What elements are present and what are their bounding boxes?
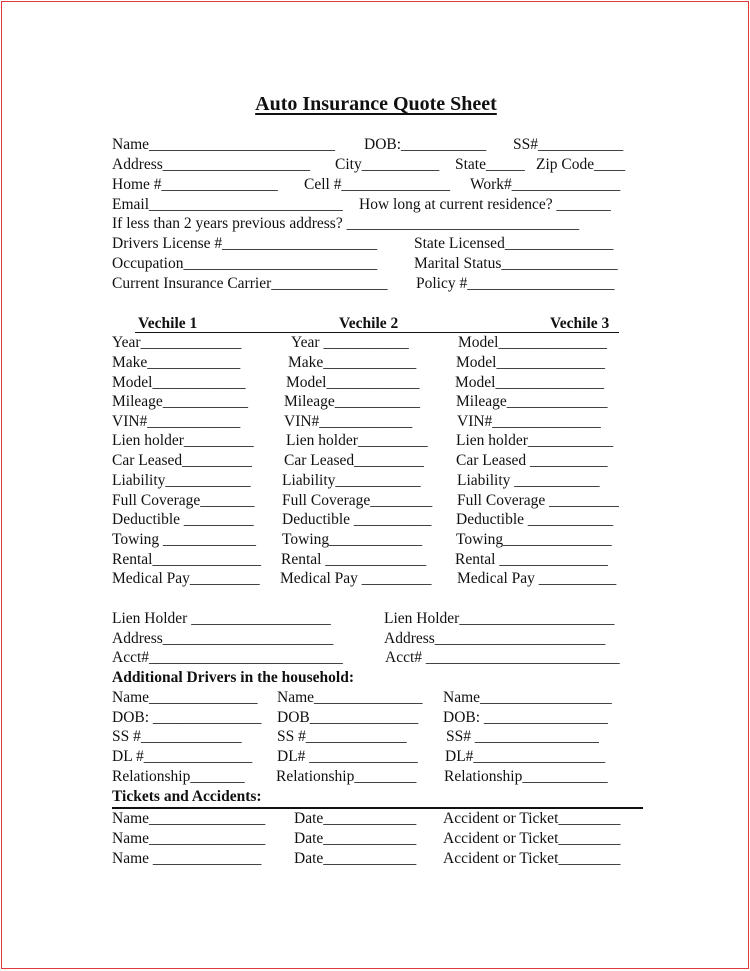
- vehicle-1-medical-pay[interactable]: Medical Pay_________: [112, 570, 260, 587]
- home-phone-field[interactable]: Home #_______________: [112, 176, 278, 193]
- vehicle-2-medical-pay[interactable]: Medical Pay _________: [280, 570, 432, 587]
- lien-address-left[interactable]: Address______________________: [112, 630, 334, 647]
- driver-2-relationship[interactable]: Relationship________: [276, 768, 417, 785]
- form-title: Auto Insurance Quote Sheet: [255, 93, 497, 115]
- address-field[interactable]: Address___________________: [112, 156, 311, 173]
- vehicle-2-rental[interactable]: Rental _____________: [281, 551, 427, 568]
- vehicle-1-towing[interactable]: Towing ____________: [112, 531, 257, 548]
- state-licensed-field[interactable]: State Licensed______________: [414, 235, 614, 252]
- tickets-divider: [112, 807, 643, 809]
- lien-holder-left[interactable]: Lien Holder __________________: [112, 610, 331, 627]
- ticket-3-type[interactable]: Accident or Ticket________: [443, 850, 621, 867]
- vehicle-2-liability[interactable]: Liability___________: [282, 472, 421, 489]
- vehicle-3-medical-pay[interactable]: Medical Pay __________: [457, 570, 617, 587]
- vehicle-1-vin[interactable]: VIN#____________: [112, 413, 241, 430]
- vehicle-3-towing[interactable]: Towing______________: [456, 531, 612, 548]
- residence-duration-field[interactable]: How long at current residence? _______: [359, 196, 611, 213]
- lien-holder-right[interactable]: Lien Holder____________________: [384, 610, 615, 627]
- email-field[interactable]: Email_________________________: [112, 196, 343, 213]
- ticket-3-date[interactable]: Date____________: [294, 850, 417, 867]
- state-field[interactable]: State_____: [455, 156, 525, 173]
- driver-1-relationship[interactable]: Relationship_______: [112, 768, 245, 785]
- vehicle-1-model[interactable]: Model____________: [112, 374, 246, 391]
- vehicle-3-deductible[interactable]: Deductible ___________: [456, 511, 614, 528]
- vehicle-2-lien-holder[interactable]: Lien holder_________: [286, 432, 428, 449]
- ticket-1-date[interactable]: Date____________: [294, 810, 417, 827]
- vehicle-2-vin[interactable]: VIN#____________: [284, 413, 413, 430]
- driver-1-dl[interactable]: DL #______________: [112, 748, 253, 765]
- vehicle-2-towing[interactable]: Towing____________: [282, 531, 423, 548]
- ticket-2-date[interactable]: Date____________: [294, 830, 417, 847]
- vehicle-3-full-coverage[interactable]: Full Coverage _________: [457, 492, 619, 509]
- driver-3-ssn[interactable]: SS# ________________: [446, 728, 599, 745]
- driver-1-ssn[interactable]: SS #_____________: [112, 728, 242, 745]
- zip-field[interactable]: Zip Code____: [536, 156, 626, 173]
- cell-phone-field[interactable]: Cell #______________: [304, 176, 450, 193]
- vehicle-1-full-coverage[interactable]: Full Coverage_______: [112, 492, 255, 509]
- dob-field[interactable]: DOB:___________: [364, 136, 487, 153]
- tickets-heading: Tickets and Accidents:: [112, 788, 262, 805]
- vehicle-1-mileage[interactable]: Mileage___________: [112, 393, 249, 410]
- driver-2-dob[interactable]: DOB______________: [277, 709, 419, 726]
- ticket-2-type[interactable]: Accident or Ticket________: [443, 830, 621, 847]
- lien-acct-left[interactable]: Acct#_________________________: [112, 649, 343, 666]
- vehicle-3-mileage[interactable]: Mileage_____________: [456, 393, 608, 410]
- vehicle-3-model-3[interactable]: Model______________: [455, 374, 604, 391]
- ticket-3-name[interactable]: Name ______________: [112, 850, 262, 867]
- driver-1-name[interactable]: Name______________: [112, 689, 258, 706]
- driver-3-dl[interactable]: DL#_________________: [445, 748, 606, 765]
- vehicle-1-deductible[interactable]: Deductible _________: [112, 511, 254, 528]
- additional-drivers-heading: Additional Drivers in the household:: [112, 669, 355, 686]
- vehicle-1-make[interactable]: Make____________: [112, 354, 241, 371]
- vehicle-3-car-leased[interactable]: Car Leased __________: [456, 452, 608, 469]
- form-page: [1, 1, 749, 969]
- marital-status-field[interactable]: Marital Status_______________: [414, 255, 618, 272]
- ticket-2-name[interactable]: Name_______________: [112, 830, 266, 847]
- driver-2-name[interactable]: Name______________: [277, 689, 423, 706]
- vehicle-1-liability[interactable]: Liability___________: [112, 472, 251, 489]
- work-phone-field[interactable]: Work#______________: [470, 176, 621, 193]
- vehicle-1-car-leased[interactable]: Car Leased_________: [112, 452, 252, 469]
- ticket-1-type[interactable]: Accident or Ticket________: [443, 810, 621, 827]
- driver-1-dob[interactable]: DOB: ______________: [112, 709, 262, 726]
- vehicle-3-liability[interactable]: Liability ___________: [457, 472, 600, 489]
- vehicle-header-underline: [135, 332, 619, 333]
- vehicle-1-rental[interactable]: Rental______________: [112, 551, 261, 568]
- lien-acct-right[interactable]: Acct# _________________________: [385, 649, 620, 666]
- driver-3-name[interactable]: Name_________________: [443, 689, 612, 706]
- driver-3-relationship[interactable]: Relationship___________: [444, 768, 608, 785]
- vehicle-3-lien-holder[interactable]: Lien holder___________: [456, 432, 614, 449]
- drivers-license-field[interactable]: Drivers License #____________________: [112, 235, 378, 252]
- vehicle-2-mileage[interactable]: Mileage___________: [284, 393, 421, 410]
- vehicle-3-model-1[interactable]: Model______________: [458, 334, 607, 351]
- driver-2-ssn[interactable]: SS #_____________: [277, 728, 407, 745]
- vehicle-2-car-leased[interactable]: Car Leased_________: [284, 452, 424, 469]
- policy-number-field[interactable]: Policy #___________________: [416, 275, 615, 292]
- city-field[interactable]: City__________: [335, 156, 440, 173]
- vehicle-3-rental[interactable]: Rental ______________: [455, 551, 608, 568]
- vehicle-2-header: Vechile 2: [339, 315, 399, 332]
- previous-address-field[interactable]: If less than 2 years previous address? ______________________________: [112, 215, 580, 232]
- vehicle-2-make[interactable]: Make____________: [288, 354, 417, 371]
- vehicle-1-header: Vechile 1: [138, 315, 198, 332]
- vehicle-1-year[interactable]: Year_____________: [112, 334, 242, 351]
- vehicle-3-vin[interactable]: VIN#______________: [457, 413, 601, 430]
- vehicle-2-year[interactable]: Year ___________: [291, 334, 409, 351]
- driver-2-dl[interactable]: DL# ______________: [277, 748, 418, 765]
- vehicle-2-full-coverage[interactable]: Full Coverage________: [282, 492, 433, 509]
- vehicle-2-model[interactable]: Model____________: [286, 374, 420, 391]
- vehicle-1-lien-holder[interactable]: Lien holder_________: [112, 432, 254, 449]
- name-field[interactable]: Name________________________: [112, 136, 336, 153]
- occupation-field[interactable]: Occupation_________________________: [112, 255, 378, 272]
- vehicle-2-deductible[interactable]: Deductible __________: [282, 511, 432, 528]
- lien-address-right[interactable]: Address______________________: [384, 630, 606, 647]
- vehicle-3-model-2[interactable]: Model______________: [456, 354, 605, 371]
- insurance-carrier-field[interactable]: Current Insurance Carrier_______________: [112, 275, 388, 292]
- driver-3-dob[interactable]: DOB: ________________: [443, 709, 608, 726]
- ssn-field[interactable]: SS#___________: [513, 136, 624, 153]
- vehicle-3-header: Vechile 3: [550, 315, 610, 332]
- ticket-1-name[interactable]: Name_______________: [112, 810, 266, 827]
